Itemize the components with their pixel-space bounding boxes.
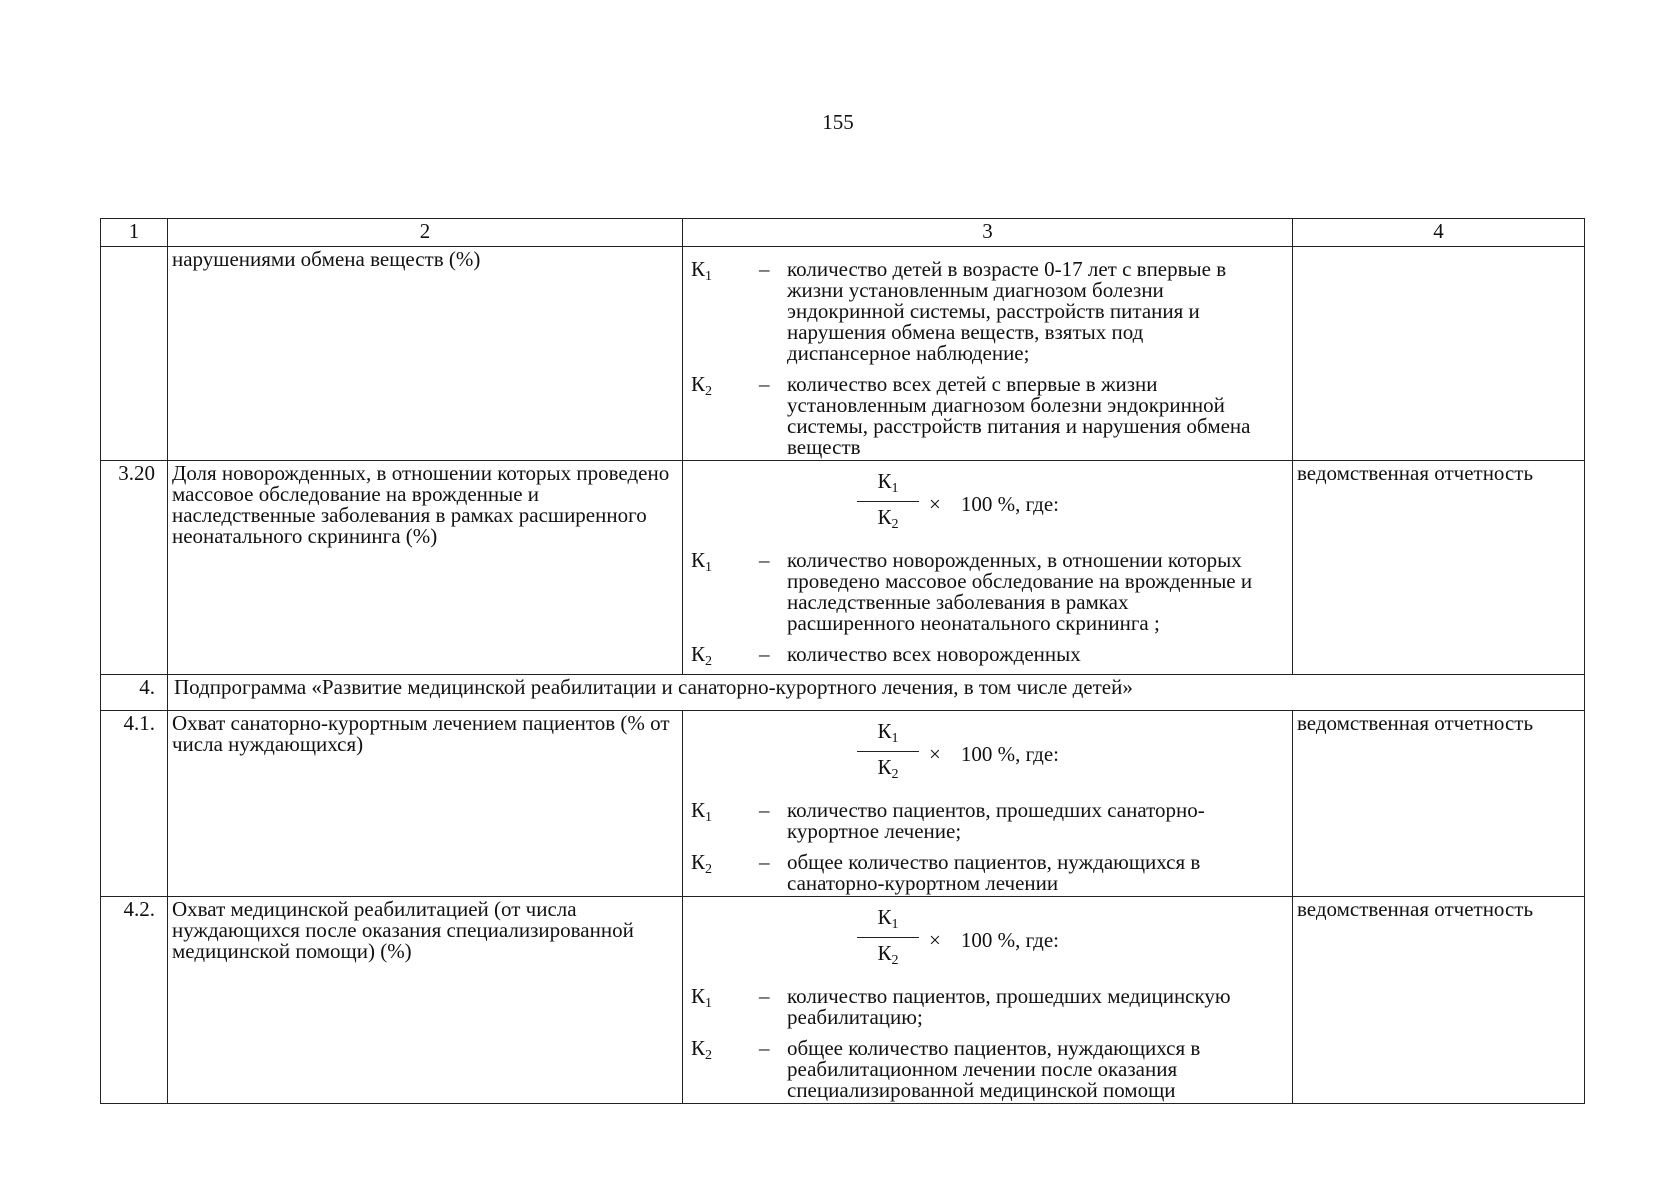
row-number: 4.1. <box>101 711 168 897</box>
header-col-3: 3 <box>683 219 1293 247</box>
data-source: ведомственная отчетность <box>1293 461 1585 675</box>
row-number: 4.2. <box>101 897 168 1104</box>
header-col-2: 2 <box>168 219 683 247</box>
definition-k1: $К_1$ – количество пациентов, прошедших медицинскую реабилитацию; <box>691 984 1231 1029</box>
data-source: ведомственная отчетность <box>1293 711 1585 897</box>
formula: $\frac{К_1}{К_2}$ × 100 %, где: <box>687 905 1288 976</box>
definition-k2: $К_2$ – количество всех новорожденных <box>691 642 1081 669</box>
formula: $\frac{К_1}{К_2}$ × 100 %, где: <box>687 469 1288 540</box>
definition-k2: $К_2$ – количество всех детей с впервые в жизни установленным диагнозом болезни эндокринной системы, расстройств питания и нарушения обмена веществ <box>691 372 1251 459</box>
row-number <box>101 247 168 461</box>
definition-k1: $К_1$ – количество детей в возрасте 0-17 лет с впервые в жизни установленным диагнозом болезни эндокринной системы, расстройств питания и нарушения обмена веществ, взятых под диспансерное наблюдение; <box>691 257 1227 365</box>
page-number: 155 <box>822 110 854 134</box>
row-number: 4. <box>101 675 168 711</box>
calculation-method <box>683 247 1293 461</box>
indicators-table <box>100 218 1585 1104</box>
data-source: ведомственная отчетность <box>1293 897 1585 1104</box>
definition-k1: $К_1$ – количество пациентов, прошедших санаторно-курортное лечение; <box>691 798 1205 843</box>
calculation-method <box>683 897 1293 1104</box>
definition-k2: $К_2$ – общее количество пациентов, нуждающихся в реабилитационном лечении после оказания специализированной медицинской помощи <box>691 1036 1201 1102</box>
calculation-method <box>683 461 1293 675</box>
indicator-name: Охват санаторно-курортным лечением пациентов (% от числа нуждающихся) <box>168 711 683 897</box>
header-col-1: 1 <box>101 219 168 247</box>
table-row <box>101 461 1585 675</box>
table-row-subprogram <box>101 675 1585 711</box>
calculation-method <box>683 711 1293 897</box>
definition-k1: $К_1$ – количество новорожденных, в отношении которых проведено массовое обследование на врожденные и наследственные заболевания в рамках расширенного неонатального скрининга ; <box>691 548 1253 635</box>
indicator-name: Доля новорожденных, в отношении которых проведено массовое обследование на врожденные и наследственные заболевания в рамках расширенного неонатального скрининга (%) <box>168 461 683 675</box>
subprogram-title: Подпрограмма «Развитие медицинской реабилитации и санаторно-курортного лечения, в том числе детей» <box>168 675 1585 711</box>
table-row <box>101 897 1585 1104</box>
indicator-name: нарушениями обмена веществ (%) <box>168 247 683 461</box>
header-col-4: 4 <box>1293 219 1585 247</box>
table-row <box>101 711 1585 897</box>
table-row <box>101 247 1585 461</box>
table-header-row <box>101 219 1585 247</box>
indicator-name: Охват медицинской реабилитацией (от числа нуждающихся после оказания специализированной медицинской помощи) (%) <box>168 897 683 1104</box>
row-number: 3.20 <box>101 461 168 675</box>
definition-k2: $К_2$ – общее количество пациентов, нуждающихся в санаторно-курортном лечении <box>691 850 1201 895</box>
formula: $\frac{К_1}{К_2}$ × 100 %, где: <box>687 719 1288 790</box>
data-source <box>1293 247 1585 461</box>
